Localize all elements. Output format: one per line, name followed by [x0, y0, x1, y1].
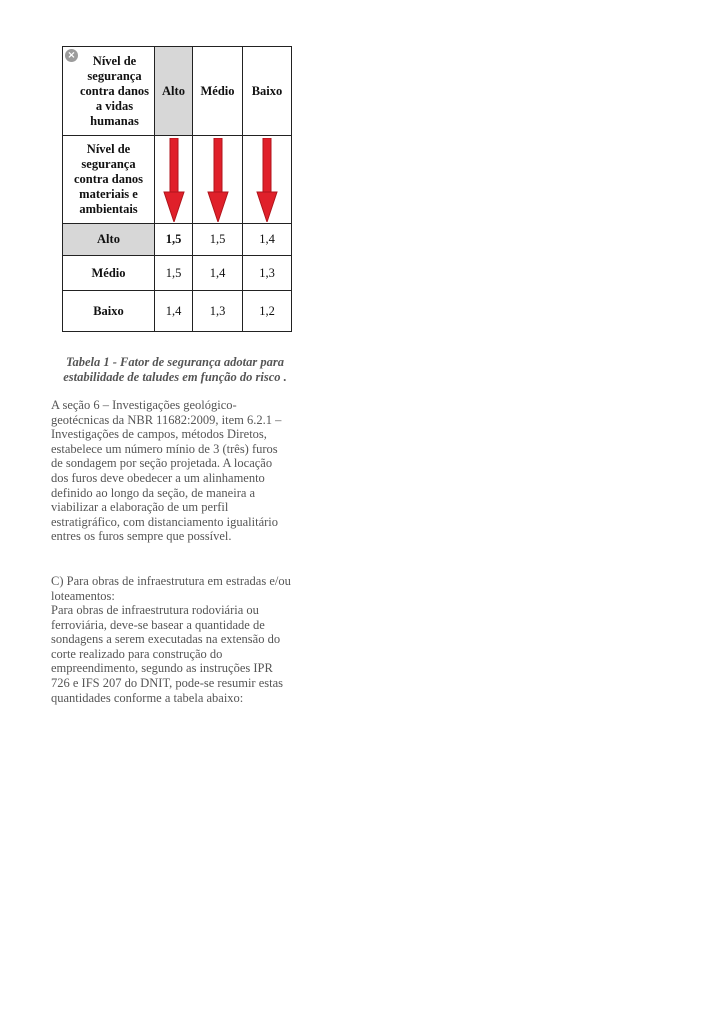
row-label-baixo: Baixo	[63, 291, 155, 332]
table-cell: 1,5	[155, 224, 193, 256]
paragraph-infrastructure: Para obras de infraestrutura rodoviária ou ferroviária, deve-se basear a quantidade de sondagens a serem executadas na extensão do corte realizado para construção do empreendimento, segundo as instruções IPR 726 e IFS 207 do DNIT, pode-se resumir estas quantidades conforme a tabela abaixo:	[51, 603, 284, 705]
row-label-medio: Médio	[63, 256, 155, 291]
table-cell: 1,2	[243, 291, 292, 332]
close-icon[interactable]: ×	[65, 49, 78, 62]
column-header-baixo: Baixo	[243, 47, 292, 136]
table-caption: Tabela 1 - Fator de segurança adotar para estabilidade de taludes em função do risco .	[63, 355, 287, 384]
table-row	[63, 256, 292, 291]
table-cell: 1,3	[193, 291, 243, 332]
paragraph-item-c-heading: C) Para obras de infraestrutura em estradas e/ou loteamentos:	[51, 574, 291, 603]
material-safety-header-label: Nível de segurança contra danos materiais e ambientais	[73, 142, 144, 216]
table-cell: 1,4	[193, 256, 243, 291]
column-header-alto: Alto	[155, 47, 193, 136]
down-arrow-icon	[207, 138, 229, 222]
down-arrow-icon	[256, 138, 278, 222]
table-header-row	[63, 47, 292, 136]
table-subheader-row	[63, 136, 292, 224]
material-safety-header-cell	[63, 136, 155, 224]
arrow-cell-baixo	[243, 136, 292, 224]
paragraph-nbr-section: A seção 6 – Investigações geológico-geotécnicas da NBR 11682:2009, item 6.2.1 – Investigações de campos, métodos Diretos, estabelece um número mínio de 3 (três) furos de sondagem por seção projetada. A locação dos furos deve obedecer a um alinhamento definido ao longo da seção, de maneira a viabilizar a elaboração de um perfil estratigráfico, com distanciamento igualitário entres os furos sempre que possível.	[51, 398, 282, 544]
row-label-alto: Alto	[63, 224, 155, 256]
table-row	[63, 224, 292, 256]
table-cell: 1,3	[243, 256, 292, 291]
down-arrow-icon	[163, 138, 185, 222]
table-cell: 1,4	[155, 291, 193, 332]
arrow-cell-alto	[155, 136, 193, 224]
arrow-cell-medio	[193, 136, 243, 224]
table-cell: 1,5	[155, 256, 193, 291]
safety-factor-table	[62, 46, 292, 332]
column-header-medio: Médio	[193, 47, 243, 136]
table-cell: 1,4	[243, 224, 292, 256]
table-row	[63, 291, 292, 332]
table-cell: 1,5	[193, 224, 243, 256]
human-safety-header-cell	[63, 47, 155, 136]
human-safety-header-label: Nível de segurança contra danos a vidas humanas	[79, 53, 150, 128]
